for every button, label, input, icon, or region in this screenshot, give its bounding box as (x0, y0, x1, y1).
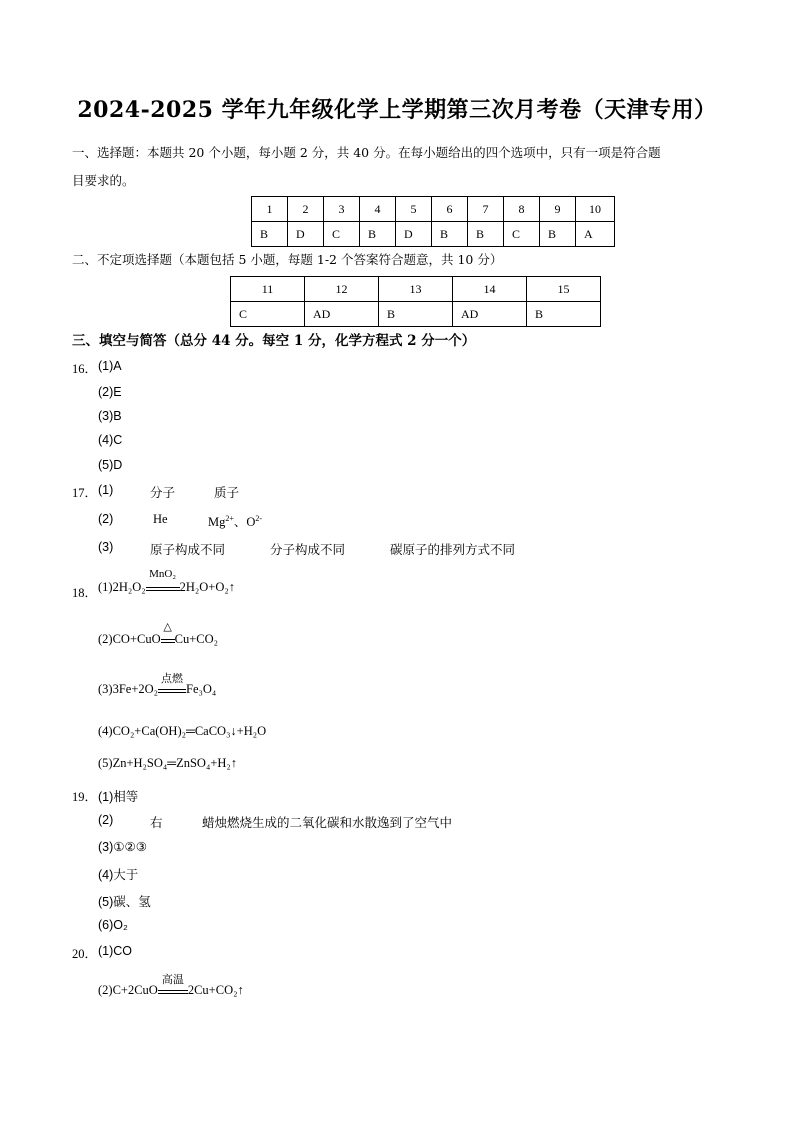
q16-item-3: (3)B (98, 409, 122, 423)
q19-item-5: (5)碳、氢 (98, 895, 151, 909)
q20-equation: (2)C+2CuO 高温 2Cu+CO₂↑ (98, 973, 244, 997)
q17-3-answer-b: 分子构成不同 (270, 543, 346, 557)
q-answer: B (360, 222, 396, 247)
q18-equation-5: (5)Zn+H₂SO₄═ZnSO₄+H₂↑ (98, 756, 237, 770)
q17-2-answer-b: $Mg^{2+}$、$O^{2-}$ (208, 513, 263, 529)
table-row (252, 222, 615, 247)
q-answer: A (576, 222, 615, 247)
q19-number: 19． (72, 790, 98, 804)
q-number: 9 (540, 197, 576, 222)
q16-item-1: (1)A (98, 359, 122, 373)
section2-heading: 二、不定项选择题（本题包括 5 小题，每题 1-2 个答案符合题意，共 10 分） (72, 252, 503, 267)
q-answer: C (504, 222, 540, 247)
q-number: 14 (453, 277, 527, 302)
q16-item-4: (4)C (98, 433, 123, 447)
q-number: 3 (324, 197, 360, 222)
q19-item-3: (3)①②③ (98, 840, 147, 854)
q17-3-answer-c: 碳原子的排列方式不同 (390, 543, 516, 557)
q17-2-label: (2) (98, 512, 114, 526)
q19-item-4: (4)大于 (98, 868, 139, 882)
q18-equation-3: (3)3Fe+2O₂ 点燃 Fe₃O₄ (98, 672, 217, 696)
table-row (231, 277, 601, 302)
q17-3-label: (3) (98, 540, 114, 554)
q-answer: AD (453, 302, 527, 327)
q20-number: 20． (72, 947, 98, 961)
section3-heading: 三、填空与简答（总分 44 分。每空 1 分，化学方程式 2 分一个） (72, 333, 476, 349)
q19-item-1: (1)相等 (98, 790, 139, 804)
q18-number: 18． (72, 586, 98, 600)
q-answer: D (288, 222, 324, 247)
q-answer: B (379, 302, 453, 327)
q-answer: C (231, 302, 305, 327)
q-number: 10 (576, 197, 615, 222)
q17-2-answer-a: He (153, 512, 168, 526)
q19-item-2-answer-b: 蜡烛燃烧生成的二氧化碳和水散逸到了空气中 (202, 816, 453, 830)
q-answer: B (540, 222, 576, 247)
q-answer: B (432, 222, 468, 247)
page-title: 2024-2025 学年九年级化学上学期第三次月考卷（天津专用） (77, 97, 717, 123)
q19-item-2-answer-a: 右 (150, 816, 163, 830)
q-number: 13 (379, 277, 453, 302)
q18-equation-4: (4)CO₂+Ca(OH)₂═CaCO₃↓+H₂O (98, 724, 267, 738)
q16-item-5: (5)D (98, 458, 123, 472)
q19-item-2-label: (2) (98, 813, 114, 827)
q17-number: 17． (72, 486, 98, 500)
q17-3-answer-a: 原子构成不同 (150, 543, 226, 557)
q-number: 2 (288, 197, 324, 222)
q-number: 4 (360, 197, 396, 222)
q18-equation-1: (1)2H₂O₂ MnO₂ 2H₂O+O₂↑ (98, 567, 235, 594)
section2-answer-table (230, 276, 601, 327)
q17-1-label: (1) (98, 483, 114, 497)
q-number: 7 (468, 197, 504, 222)
q19-item-6: (6)O₂ (98, 918, 128, 932)
table-row (231, 302, 601, 327)
q20-item-1: (1)CO (98, 944, 133, 958)
q18-equation-2: (2)CO+CuO △ Cu+CO₂ (98, 620, 218, 646)
section1-answer-table (251, 196, 615, 247)
q-answer: C (324, 222, 360, 247)
q16-item-2: (2)E (98, 385, 122, 399)
q-number: 15 (527, 277, 601, 302)
table-row (252, 197, 615, 222)
q-answer: D (396, 222, 432, 247)
section1-intro-line2: 目要求的。 (72, 173, 135, 188)
q-number: 1 (252, 197, 288, 222)
q-number: 6 (432, 197, 468, 222)
q-answer: B (468, 222, 504, 247)
q-answer: AD (305, 302, 379, 327)
q-number: 12 (305, 277, 379, 302)
q17-1-answer-b: 质子 (214, 486, 240, 500)
q-answer: B (252, 222, 288, 247)
q-number: 5 (396, 197, 432, 222)
q17-1-answer-a: 分子 (150, 486, 176, 500)
q-answer: B (527, 302, 601, 327)
section1-intro-line1: 一、选择题：本题共 20 个小题，每小题 2 分，共 40 分。在每小题给出的四个选项中，只有一项是符合题 (72, 145, 661, 160)
q-number: 11 (231, 277, 305, 302)
q-number: 8 (504, 197, 540, 222)
q16-number: 16． (72, 362, 98, 376)
